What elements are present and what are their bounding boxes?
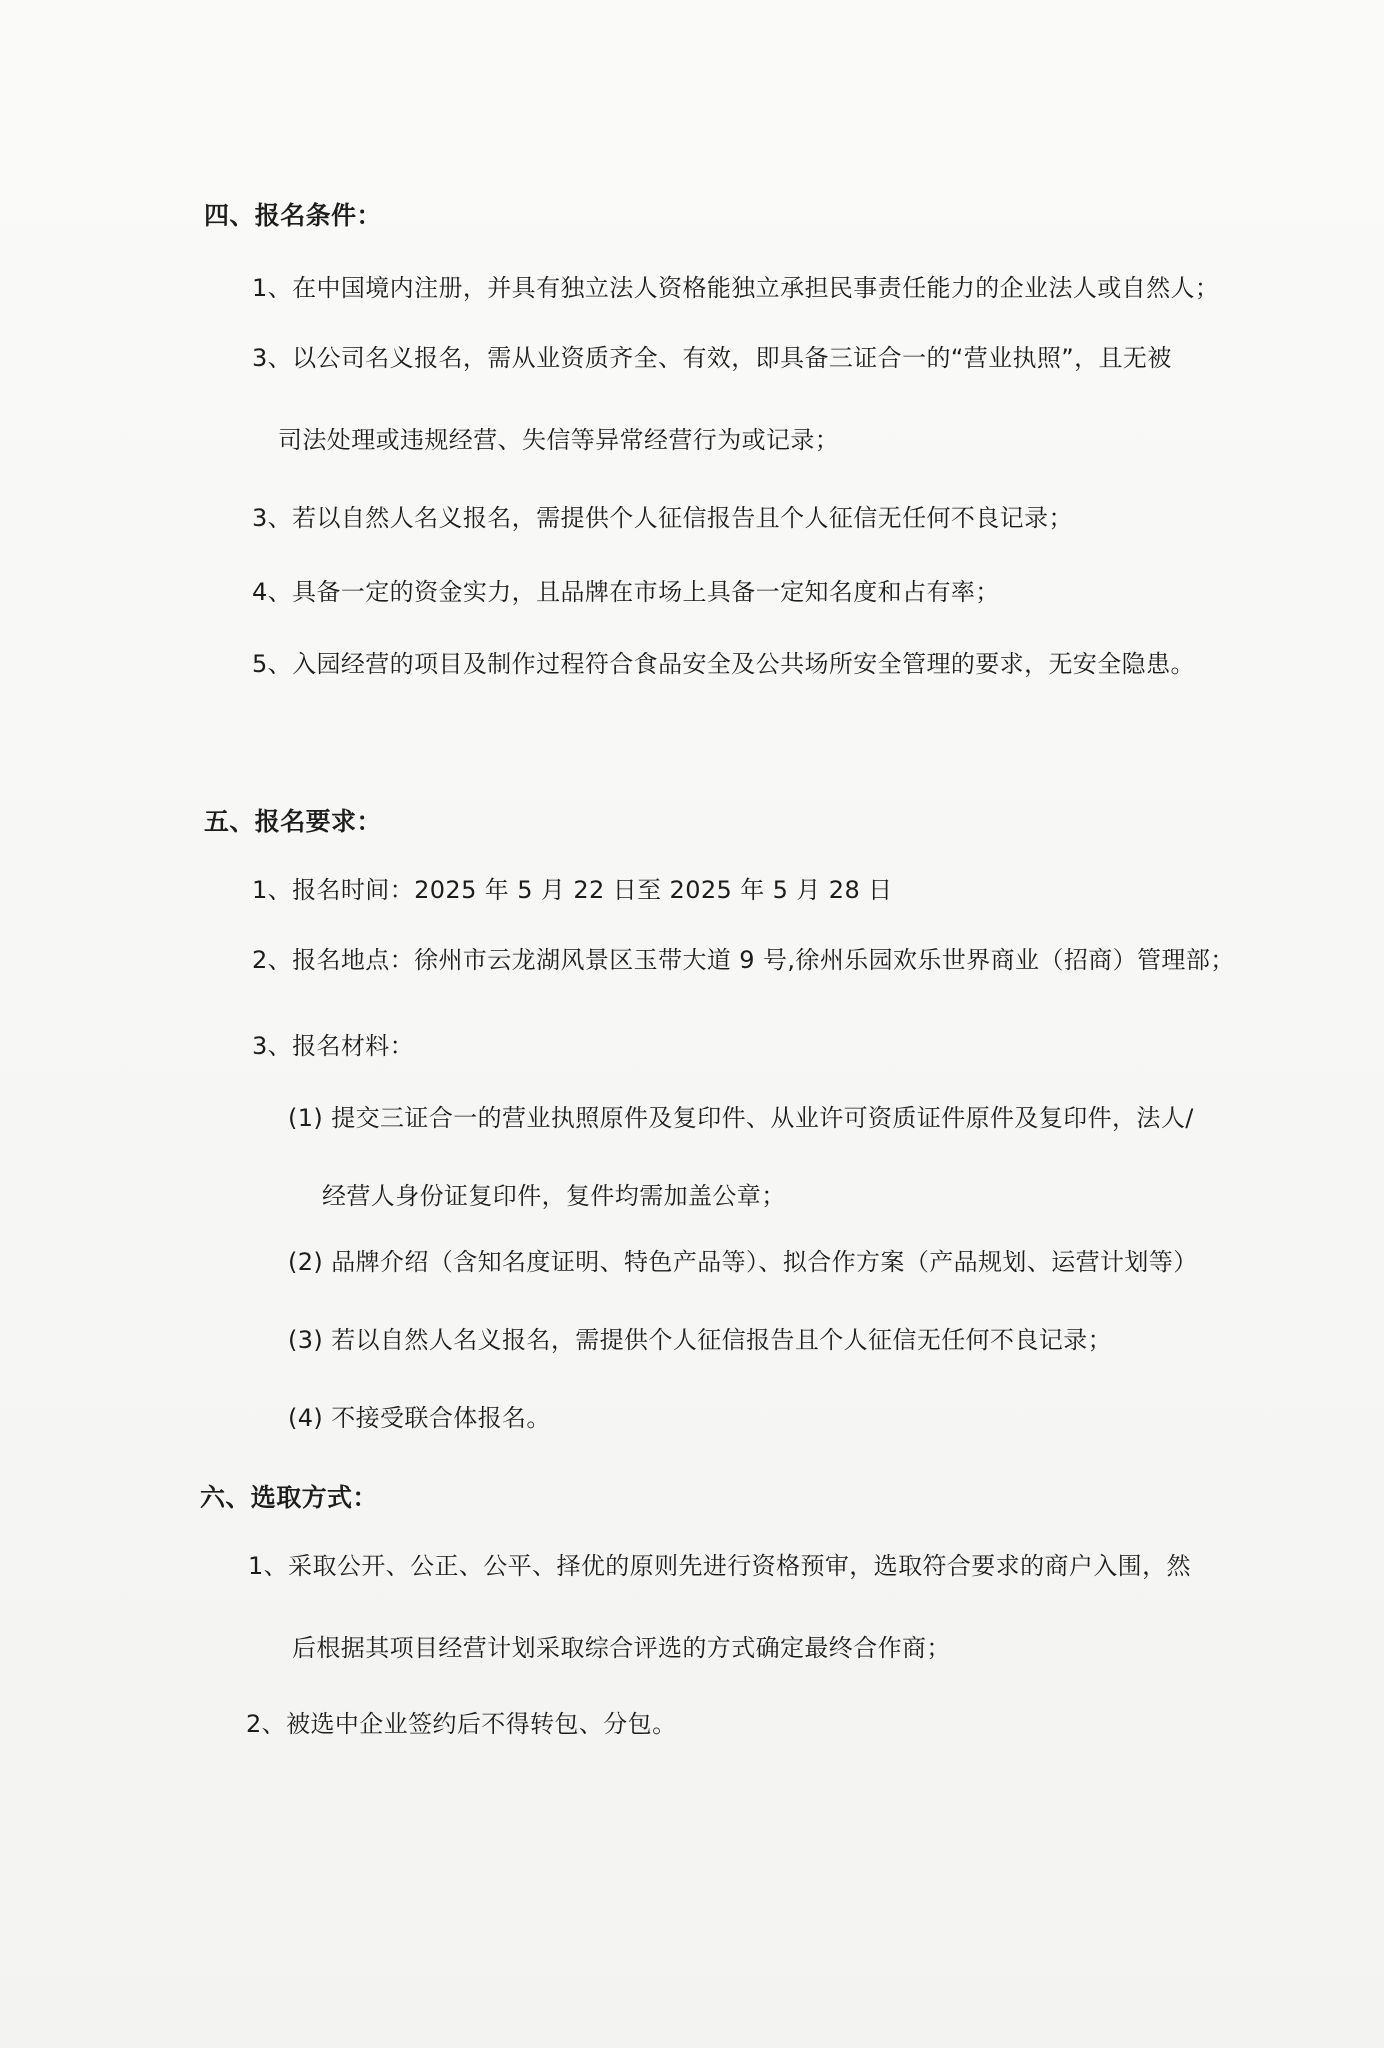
section-heading-registration-requirements: 五、报名要求： [204,807,382,836]
sub-list-item: (2) 品牌介绍（含知名度证明、特色产品等）、拟合作方案（产品规划、运营计划等） [288,1248,1198,1276]
section-heading-selection-method: 六、选取方式： [200,1483,378,1512]
list-item: 1、采取公开、公正、公平、择优的原则先进行资格预审，选取符合要求的商户入围，然 [248,1552,1191,1580]
list-item: 2、被选中企业签约后不得转包、分包。 [246,1710,677,1738]
list-item: 3、以公司名义报名，需从业资质齐全、有效，即具备三证合一的“营业执照”，且无被 [252,344,1172,372]
list-item: 1、报名时间：2025 年 5 月 22 日至 2025 年 5 月 28 日 [252,876,893,904]
list-item: 4、具备一定的资金实力，且品牌在市场上具备一定知名度和占有率； [252,578,1000,606]
section-heading-registration-conditions: 四、报名条件： [204,201,382,230]
sub-list-item: (3) 若以自然人名义报名，需提供个人征信报告且个人征信无任何不良记录； [288,1326,1113,1354]
list-item: 1、在中国境内注册，并具有独立法人资格能独立承担民事责任能力的企业法人或自然人； [252,274,1220,302]
sub-list-item: (4) 不接受联合体报名。 [288,1404,551,1432]
list-item: 5、入园经营的项目及制作过程符合食品安全及公共场所安全管理的要求，无安全隐患。 [252,650,1195,678]
list-item-continuation: 司法处理或违规经营、失信等异常经营行为或记录； [278,426,840,454]
list-item: 3、报名材料： [252,1032,415,1060]
list-item-continuation: 后根据其项目经营计划采取综合评选的方式确定最终合作商； [292,1634,951,1662]
list-item: 2、报名地点：徐州市云龙湖风景区玉带大道 9 号,徐州乐园欢乐世界商业（招商）管理部； [252,946,1235,974]
sub-list-item-continuation: 经营人身份证复印件，复件均需加盖公章； [322,1182,786,1210]
sub-list-item: (1) 提交三证合一的营业执照原件及复印件、从业许可资质证件原件及复印件，法人/ [288,1104,1194,1132]
list-item: 3、若以自然人名义报名，需提供个人征信报告且个人征信无任何不良记录； [252,504,1073,532]
